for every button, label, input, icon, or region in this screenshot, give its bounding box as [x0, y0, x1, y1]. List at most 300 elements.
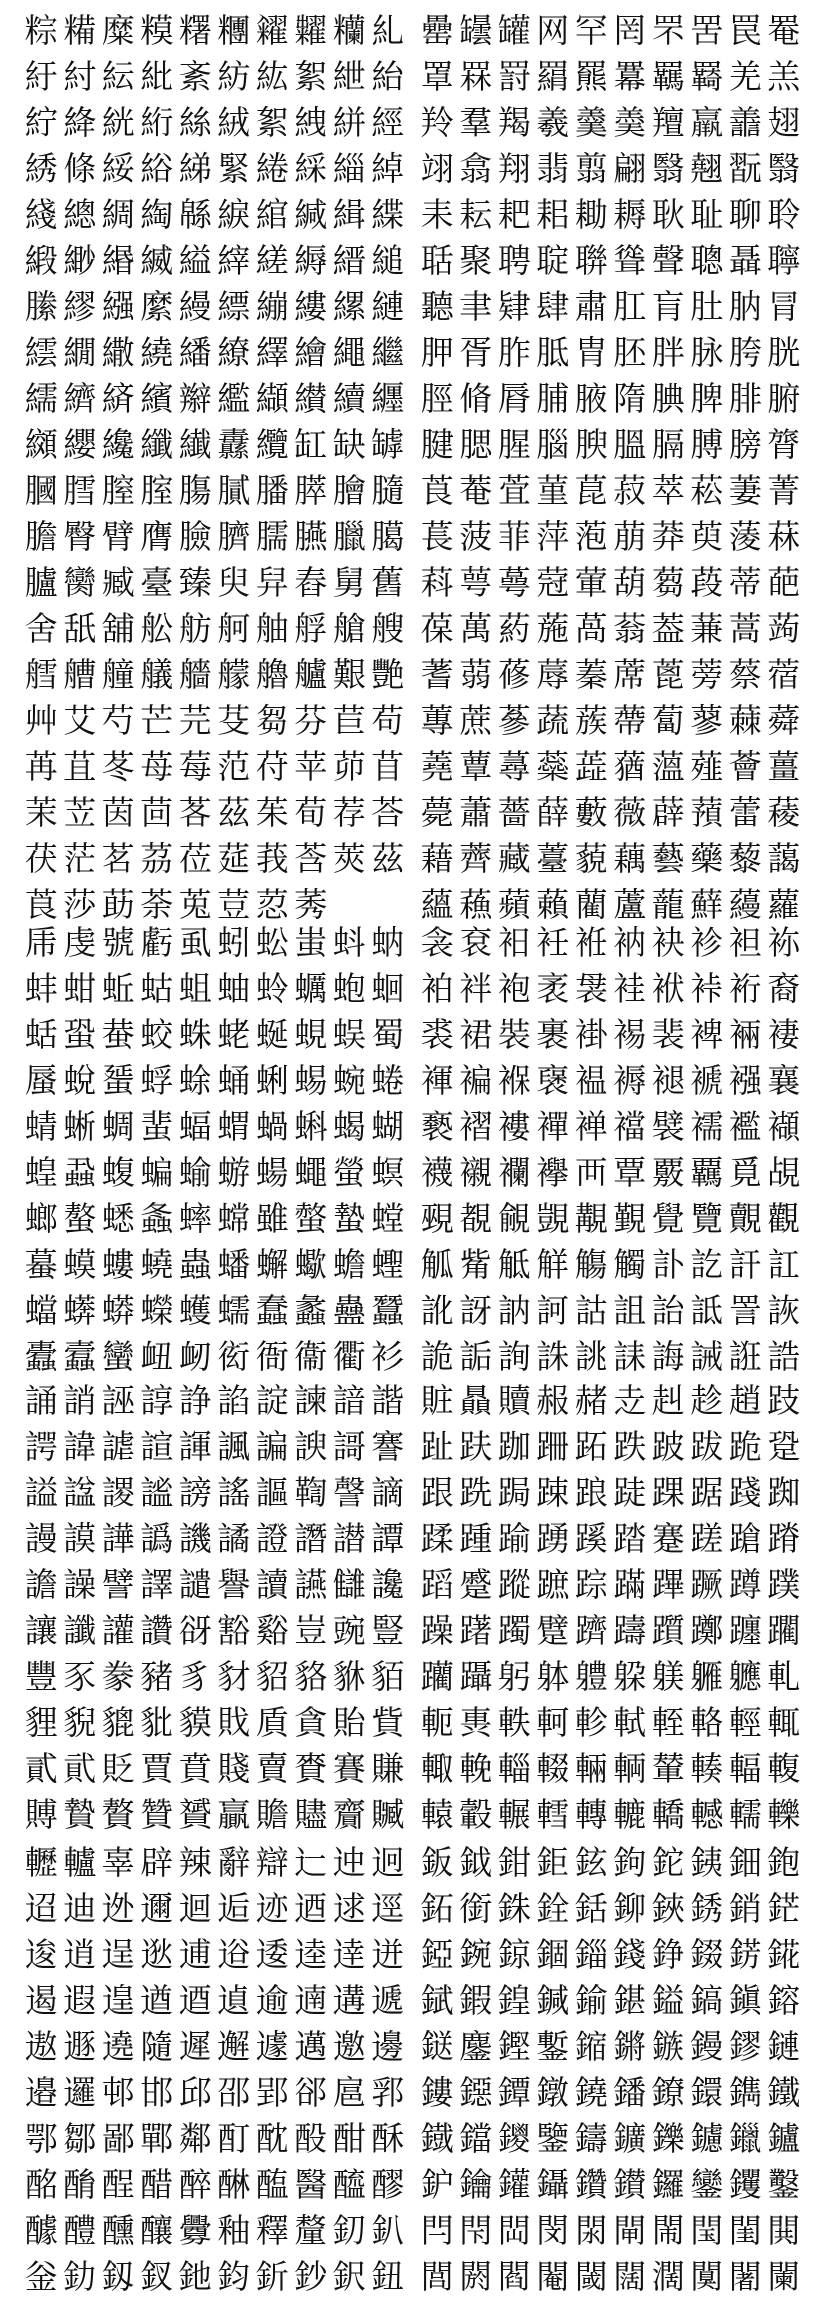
char-cell: 醪 — [371, 2165, 405, 2204]
char-cell: 踐 — [728, 1473, 762, 1512]
char-cell: 貮 — [63, 1749, 97, 1788]
char-cell: 蚋 — [371, 923, 405, 962]
char-cell: 銷 — [728, 1889, 762, 1928]
char-cell: 繦 — [101, 287, 135, 326]
char-cell: 軾 — [613, 1703, 647, 1742]
char-cell: 貶 — [101, 1749, 135, 1788]
char-grid — [22, 920, 407, 1380]
char-cell: 艨 — [217, 655, 251, 694]
char-cell: 艘 — [371, 609, 405, 648]
char-cell: 蟄 — [332, 1199, 366, 1238]
char-cell: 譖 — [294, 1519, 328, 1558]
char-cell: 躋 — [574, 1611, 608, 1650]
char-cell: 芬 — [294, 701, 328, 740]
char-cell: 轌 — [536, 1795, 570, 1834]
char-cell: 翡 — [536, 149, 570, 188]
char-cell: 蛟 — [140, 1015, 174, 1054]
char-cell: 錣 — [690, 1935, 724, 1974]
char-cell: 錏 — [420, 1935, 454, 1974]
char-cell: 蟲 — [178, 1245, 212, 1284]
char-cell: 隋 — [613, 379, 647, 418]
char-cell: 赧 — [536, 1381, 570, 1420]
char-cell: 蟋 — [101, 1199, 135, 1238]
char-cell: 耜 — [536, 195, 570, 234]
char-cell: 褌 — [420, 1061, 454, 1100]
char-cell: 釁 — [178, 2211, 212, 2250]
char-cell: 諳 — [332, 1381, 366, 1420]
char-cell: 冐 — [767, 287, 801, 326]
char-cell: 紕 — [140, 57, 174, 96]
char-cell: 蘚 — [690, 885, 724, 924]
char-cell: 耒 — [420, 195, 454, 234]
char-cell: 錵 — [767, 1935, 801, 1974]
char-cell: 膩 — [217, 471, 251, 510]
char-cell: 閧 — [767, 2211, 801, 2250]
char-cell: 蘂 — [536, 747, 570, 786]
char-cell: 褶 — [459, 1107, 493, 1146]
char-cell: 衙 — [255, 1337, 289, 1376]
char-cell: 鋩 — [767, 1889, 801, 1928]
char-cell: 跪 — [728, 1427, 762, 1466]
char-cell: 鏤 — [420, 2073, 454, 2112]
char-cell: 賺 — [371, 1749, 405, 1788]
char-cell: 豌 — [332, 1611, 366, 1650]
char-cell: 鑪 — [767, 2119, 801, 2158]
char-cell: 蚣 — [255, 923, 289, 962]
char-cell: 袙 — [420, 969, 454, 1008]
char-cell: 蚌 — [24, 969, 58, 1008]
char-cell: 觧 — [536, 1245, 570, 1284]
char-cell: 褸 — [497, 1107, 531, 1146]
block-1-left — [22, 8, 407, 468]
char-cell: 縅 — [140, 241, 174, 280]
char-cell: 腆 — [651, 379, 685, 418]
char-cell: 蹤 — [497, 1565, 531, 1604]
char-cell: 衽 — [536, 923, 570, 962]
char-cell: 綢 — [101, 195, 135, 234]
char-cell: 閾 — [574, 2257, 608, 2296]
char-cell: 翦 — [574, 149, 608, 188]
char-cell: 證 — [255, 1519, 289, 1558]
char-cell: 譚 — [371, 1519, 405, 1558]
char-cell: 逾 — [255, 1981, 289, 2020]
char-cell: 茉 — [24, 793, 58, 832]
char-cell: 辜 — [101, 1843, 135, 1882]
char-cell: 臧 — [101, 563, 135, 602]
char-cell: 葫 — [613, 563, 647, 602]
char-cell: 酩 — [24, 2165, 58, 2204]
char-cell: 戝 — [217, 1703, 251, 1742]
char-cell: 蔬 — [536, 701, 570, 740]
char-cell: 苟 — [371, 701, 405, 740]
char-cell: 舖 — [101, 609, 135, 648]
char-cell: 糒 — [63, 11, 97, 50]
char-cell: 糬 — [178, 11, 212, 50]
char-cell: 蘿 — [767, 885, 801, 924]
char-cell: 謠 — [217, 1473, 251, 1512]
char-cell: 莵 — [178, 885, 212, 924]
char-cell: 鐇 — [613, 2073, 647, 2112]
char-cell: 薇 — [613, 793, 647, 832]
char-cell: 釟 — [371, 2211, 405, 2250]
char-cell: 謗 — [178, 1473, 212, 1512]
char-cell: 紘 — [255, 57, 289, 96]
char-cell: 艝 — [24, 655, 58, 694]
char-cell: 釛 — [63, 2257, 97, 2296]
char-cell: 逞 — [101, 1935, 135, 1974]
char-cell: 襃 — [536, 1061, 570, 1100]
char-cell: 膂 — [767, 425, 801, 464]
char-cell: 袤 — [536, 969, 570, 1008]
char-cell: 鄲 — [140, 2119, 174, 2158]
char-cell: 輌 — [613, 1749, 647, 1788]
char-cell: 絨 — [217, 103, 251, 142]
char-cell: 胚 — [613, 333, 647, 372]
char-cell: 緘 — [294, 195, 328, 234]
char-cell: 聳 — [613, 241, 647, 280]
char-cell: 豢 — [101, 1657, 135, 1696]
char-cell: 鎔 — [767, 1981, 801, 2020]
char-cell: 釐 — [294, 2211, 328, 2250]
char-cell: 蠕 — [217, 1291, 251, 1330]
char-cell: 蓍 — [420, 655, 454, 694]
char-cell: 蓁 — [574, 655, 608, 694]
char-cell: 襷 — [536, 1153, 570, 1192]
char-cell: 薈 — [728, 747, 762, 786]
char-cell: 茲 — [217, 793, 251, 832]
char-cell: 緜 — [178, 195, 212, 234]
char-cell: 軼 — [497, 1703, 531, 1742]
char-cell: 莚 — [217, 839, 251, 878]
char-cell: 誚 — [63, 1381, 97, 1420]
char-cell: 萼 — [459, 563, 493, 602]
char-cell: 酣 — [332, 2119, 366, 2158]
char-cell: 网 — [536, 11, 570, 50]
char-cell: 舅 — [332, 563, 366, 602]
char-cell: 躇 — [459, 1611, 493, 1650]
char-cell: 銖 — [497, 1889, 531, 1928]
char-cell: 臍 — [217, 517, 251, 556]
char-cell: 脯 — [536, 379, 570, 418]
char-cell: 翳 — [767, 149, 801, 188]
char-cell: 腑 — [767, 379, 801, 418]
char-cell: 苳 — [101, 747, 135, 786]
char-cell: 譽 — [217, 1565, 251, 1604]
char-cell: 羈 — [651, 57, 685, 96]
char-cell: 蟷 — [24, 1291, 58, 1330]
char-cell: 翕 — [459, 149, 493, 188]
char-cell: 聲 — [651, 241, 685, 280]
char-cell: 蟒 — [101, 1291, 135, 1330]
char-cell: 蚶 — [63, 969, 97, 1008]
char-cell: 鈬 — [332, 2257, 366, 2296]
char-cell: 豺 — [217, 1657, 251, 1696]
char-cell: 諢 — [178, 1427, 212, 1466]
char-cell: 訃 — [651, 1245, 685, 1284]
char-cell: 豸 — [178, 1657, 212, 1696]
char-cell: 纎 — [178, 425, 212, 464]
char-cell: 閨 — [728, 2211, 762, 2250]
char-cell: 羚 — [420, 103, 454, 142]
char-cell: 蟀 — [178, 1199, 212, 1238]
char-cell: 諞 — [255, 1427, 289, 1466]
char-cell: 覬 — [536, 1199, 570, 1238]
char-cell: 鋺 — [459, 1935, 493, 1974]
char-cell: 遘 — [332, 1981, 366, 2020]
char-cell: 苜 — [371, 747, 405, 786]
char-cell: 釉 — [217, 2211, 251, 2250]
char-cell: 蠅 — [294, 1153, 328, 1192]
char-cell: 褂 — [574, 1015, 608, 1054]
char-cell: 藏 — [497, 839, 531, 878]
char-cell: 蜍 — [178, 1061, 212, 1100]
char-cell: 藜 — [728, 839, 762, 878]
char-cell: 罩 — [420, 57, 454, 96]
char-cell: 萵 — [574, 609, 608, 648]
char-cell: 糴 — [255, 11, 289, 50]
char-cell: 罕 — [574, 11, 608, 50]
char-cell: 蹇 — [651, 1519, 685, 1558]
char-cell: 蠍 — [294, 1245, 328, 1284]
char-cell: 鑞 — [728, 2119, 762, 2158]
char-cell: 醴 — [63, 2211, 97, 2250]
char-cell: 詈 — [728, 1291, 762, 1330]
char-cell: 轤 — [63, 1843, 97, 1882]
char-cell: 蝙 — [140, 1153, 174, 1192]
char-cell: 蜑 — [101, 1061, 135, 1100]
char-cell: 膓 — [178, 471, 212, 510]
char-cell: 鑰 — [459, 2165, 493, 2204]
char-cell: 螢 — [332, 1153, 366, 1192]
char-cell: 逹 — [332, 1935, 366, 1974]
char-cell: 蝣 — [217, 1153, 251, 1192]
char-cell: 苣 — [332, 701, 366, 740]
char-cell: 閊 — [497, 2211, 531, 2250]
char-cell: 迯 — [101, 1889, 135, 1928]
char-cell: 讚 — [140, 1611, 174, 1650]
char-cell: 謫 — [371, 1473, 405, 1512]
char-cell: 茆 — [332, 747, 366, 786]
char-cell: 藝 — [651, 839, 685, 878]
char-cell: 縷 — [294, 287, 328, 326]
char-cell: 鈑 — [420, 1843, 454, 1882]
char-cell: 藪 — [574, 793, 608, 832]
char-cell: 譏 — [178, 1519, 212, 1558]
char-cell: 贊 — [140, 1795, 174, 1834]
char-cell: 膃 — [613, 425, 647, 464]
char-cell: 繪 — [294, 333, 328, 372]
char-cell: 蜷 — [371, 1061, 405, 1100]
char-cell: 鏐 — [728, 2027, 762, 2066]
char-cell: 蕋 — [574, 747, 608, 786]
char-cell: 虱 — [178, 923, 212, 962]
char-cell: 賻 — [24, 1795, 58, 1834]
char-cell: 踝 — [651, 1473, 685, 1512]
char-cell: 逧 — [217, 1935, 251, 1974]
char-cell: 羹 — [574, 103, 608, 142]
char-cell: 肚 — [690, 287, 724, 326]
char-cell: 菁 — [767, 471, 801, 510]
char-cell: 綏 — [101, 149, 135, 188]
char-cell: 肄 — [497, 287, 531, 326]
char-cell: 邯 — [140, 2073, 174, 2112]
char-cell: 钁 — [728, 2165, 762, 2204]
char-cell: 訐 — [728, 1245, 762, 1284]
char-cell: 詬 — [459, 1337, 493, 1376]
char-cell: 衵 — [497, 923, 531, 962]
char-cell: 蜀 — [371, 1015, 405, 1054]
char-cell: 鞫 — [294, 1473, 328, 1512]
char-cell: 繃 — [255, 287, 289, 326]
char-cell: 螂 — [24, 1199, 58, 1238]
char-cell: 遉 — [217, 1981, 251, 2020]
char-cell: 蛹 — [217, 1061, 251, 1100]
char-cell: 胖 — [651, 333, 685, 372]
char-cell: 跼 — [497, 1473, 531, 1512]
char-cell: 聢 — [536, 241, 570, 280]
char-cell: 緇 — [332, 149, 366, 188]
char-cell: 縵 — [178, 287, 212, 326]
char-cell: 轣 — [24, 1843, 58, 1882]
char-cell: 遑 — [101, 1981, 135, 2020]
char-cell: 譟 — [63, 1565, 97, 1604]
char-cell: 繿 — [217, 379, 251, 418]
char-cell: 譴 — [178, 1565, 212, 1604]
char-cell: 纓 — [63, 425, 97, 464]
char-cell: 罅 — [371, 425, 405, 464]
char-cell: 轂 — [459, 1795, 493, 1834]
char-cell: 總 — [63, 195, 97, 234]
char-cell: 羃 — [613, 57, 647, 96]
char-cell: 賽 — [332, 1749, 366, 1788]
char-cell: 逵 — [294, 1935, 328, 1974]
char-cell: 罨 — [767, 11, 801, 50]
char-cell: 軣 — [459, 1703, 493, 1742]
char-cell: 胯 — [728, 333, 762, 372]
char-cell: 艱 — [332, 655, 366, 694]
char-cell: 踵 — [459, 1519, 493, 1558]
char-cell: 訥 — [497, 1291, 531, 1330]
char-cell: 鑒 — [536, 2119, 570, 2158]
char-cell: 蓿 — [767, 655, 801, 694]
char-cell: 縋 — [371, 241, 405, 280]
char-cell: 艪 — [255, 655, 289, 694]
char-cell: 蒂 — [728, 563, 762, 602]
char-cell: 輕 — [728, 1703, 762, 1742]
char-cell: 臾 — [217, 563, 251, 602]
char-cell: 讙 — [101, 1611, 135, 1650]
char-cell: 藕 — [613, 839, 647, 878]
char-cell: 轗 — [690, 1795, 724, 1834]
char-cell: 辭 — [217, 1843, 251, 1882]
char-cell: 釖 — [332, 2211, 366, 2250]
char-cell: 覯 — [574, 1199, 608, 1238]
char-cell: 鉅 — [536, 1843, 570, 1882]
char-cell: 鑠 — [651, 2119, 685, 2158]
char-cell: 臀 — [63, 517, 97, 556]
char-cell: 閭 — [420, 2257, 454, 2296]
char-cell: 袵 — [574, 923, 608, 962]
char-cell: 贇 — [178, 1795, 212, 1834]
char-cell: 糢 — [140, 11, 174, 50]
char-cell: 蝠 — [178, 1107, 212, 1146]
char-cell: 酲 — [101, 2165, 135, 2204]
char-cell: 莨 — [420, 471, 454, 510]
char-cell: 耙 — [497, 195, 531, 234]
char-cell: 謌 — [332, 1427, 366, 1466]
char-cell: 鐡 — [420, 2119, 454, 2158]
block-4-right — [418, 1378, 803, 1838]
char-cell: 蝌 — [294, 1107, 328, 1146]
char-cell: 貊 — [371, 1657, 405, 1696]
char-cell: 軛 — [420, 1703, 454, 1742]
char-cell: 輓 — [459, 1749, 493, 1788]
char-cell: 紊 — [178, 57, 212, 96]
char-cell: 輹 — [767, 1749, 801, 1788]
char-cell: 褊 — [459, 1061, 493, 1100]
char-cell: 躪 — [420, 1657, 454, 1696]
char-cell: 辣 — [178, 1843, 212, 1882]
char-cell: 貭 — [255, 1703, 289, 1742]
char-cell: 酖 — [255, 2119, 289, 2158]
char-cell: 諍 — [178, 1381, 212, 1420]
char-cell: 躰 — [536, 1657, 570, 1696]
char-cell: 轜 — [728, 1795, 762, 1834]
char-cell: 臈 — [371, 517, 405, 556]
char-cell: 襪 — [420, 1153, 454, 1192]
char-cell: 邊 — [371, 2027, 405, 2066]
char-cell: 舊 — [371, 563, 405, 602]
char-cell: 豼 — [140, 1703, 174, 1742]
char-cell: 肭 — [728, 287, 762, 326]
char-cell: 菲 — [497, 517, 531, 556]
char-cell: 苺 — [140, 747, 174, 786]
char-cell: 腴 — [574, 425, 608, 464]
char-cell: 莎 — [63, 885, 97, 924]
char-cell: 蕘 — [420, 747, 454, 786]
char-cell: 繩 — [332, 333, 366, 372]
char-cell: 蒻 — [459, 655, 493, 694]
char-cell: 蹂 — [420, 1519, 454, 1558]
char-cell: 繧 — [24, 333, 58, 372]
char-cell: 鄰 — [178, 2119, 212, 2158]
char-cell: 錻 — [420, 1981, 454, 2020]
char-cell: 詛 — [613, 1291, 647, 1330]
char-cell: 萃 — [651, 471, 685, 510]
char-cell: 裃 — [690, 969, 724, 1008]
char-cell: 苒 — [24, 747, 58, 786]
char-cell: 覿 — [728, 1199, 762, 1238]
char-cell: 謦 — [332, 1473, 366, 1512]
char-cell: 錺 — [728, 1935, 762, 1974]
char-cell: 繹 — [255, 333, 289, 372]
char-cell: 鐶 — [690, 2073, 724, 2112]
char-cell: 誅 — [536, 1337, 570, 1376]
char-cell: 聆 — [767, 195, 801, 234]
char-cell: 覦 — [497, 1199, 531, 1238]
char-cell: 蜆 — [294, 1015, 328, 1054]
char-cell: 袿 — [613, 969, 647, 1008]
char-cell: 膈 — [651, 425, 685, 464]
char-cell: 酘 — [294, 2119, 328, 2158]
char-cell: 藐 — [574, 839, 608, 878]
char-cell: 錢 — [613, 1935, 647, 1974]
char-cell: 鉞 — [459, 1843, 493, 1882]
char-cell: 賤 — [217, 1749, 251, 1788]
char-cell: 罠 — [728, 11, 762, 50]
char-cell: 谿 — [255, 1611, 289, 1650]
char-cell: 鉗 — [497, 1843, 531, 1882]
